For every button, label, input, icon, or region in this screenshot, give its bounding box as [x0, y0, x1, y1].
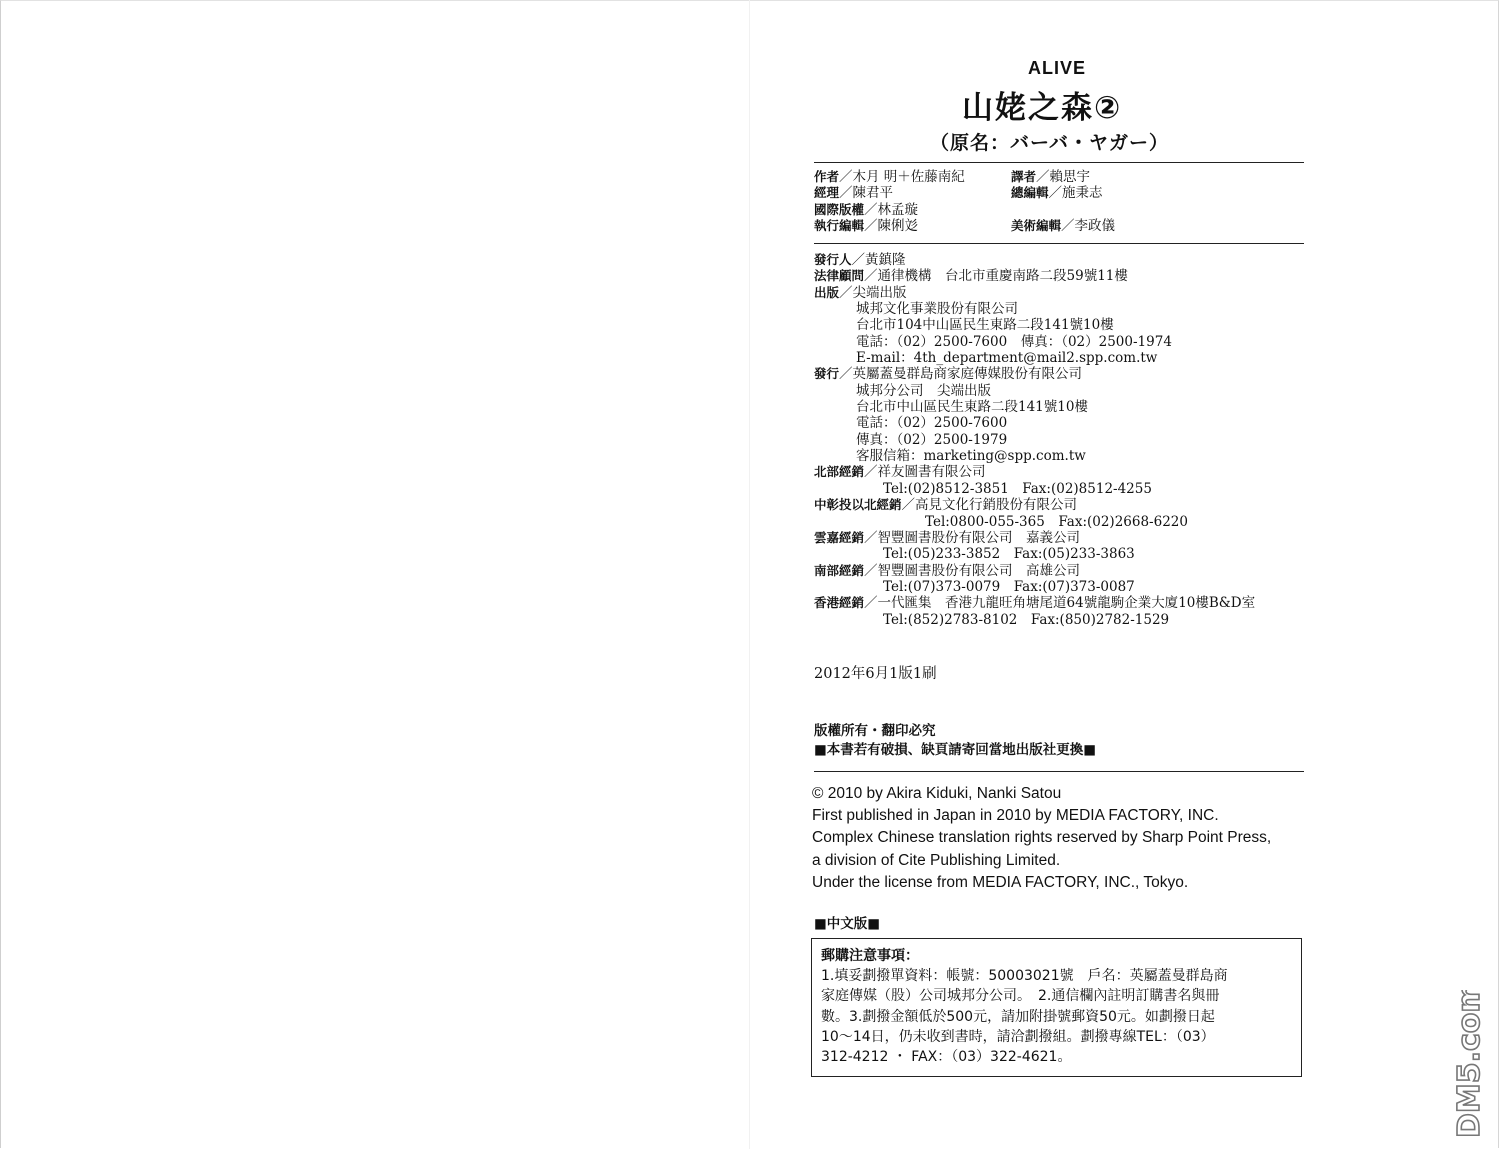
publishing-info — [814, 252, 1334, 628]
hk-distributor: 香港經銷／一代匯集 香港九龍旺角塘尾道64號龍駒企業大廈10樓B&D室 — [814, 595, 1256, 612]
author-value: ／木月 明＋佐藤南紀 — [839, 169, 965, 185]
distribution-email: 客服信箱：marketing@spp.com.tw — [856, 448, 1086, 465]
south-distributor: 南部經銷／智豐圖書股份有限公司 高雄公司 — [814, 562, 1081, 579]
notice-title: 郵購注意事項： — [821, 948, 919, 964]
exec-editor-label: 執行編輯 — [814, 218, 865, 234]
notice-line: 家庭傳媒（股）公司城邦分公司。 2.通信欄內註明訂購書名與冊 — [821, 988, 1220, 1005]
staff-row — [814, 202, 1304, 218]
staff-row — [814, 185, 1304, 201]
rights-notice — [814, 722, 1096, 760]
art-editor-label: 美術編輯 — [1011, 218, 1062, 234]
mail-order-notice — [811, 938, 1302, 1077]
chief-editor-label: 總編輯 — [1011, 185, 1049, 201]
south-contact: Tel:(07)373-0079 Fax:(07)373-0087 — [883, 578, 1135, 595]
series-title: ALIVE — [1028, 58, 1087, 78]
distribution-detail: 台北市中山區民生東路二段141號10樓 — [856, 399, 1088, 416]
distribution-detail: 傳真：（02）2500-1979 — [856, 431, 1008, 448]
press-detail: 電話：（02）2500-7600 傳真：（02）2500-1974 — [856, 333, 1172, 350]
press-detail: 城邦文化事業股份有限公司 — [856, 301, 1018, 318]
original-title: （原名：バーバ・ヤガー） — [930, 132, 1170, 154]
distribution-detail: 電話：（02）2500-7600 — [856, 415, 1008, 432]
copyright-block — [812, 783, 1271, 894]
staff-credits — [814, 169, 1304, 235]
notice-line: 1.填妥劃撥單資料：帳號：50003021號 戶名：英屬蓋曼群島商 — [821, 968, 1228, 985]
edition-date: 2012年6月1版1刷 — [814, 666, 937, 682]
central-contact: Tel:0800-055-365 Fax:(02)2668-6220 — [925, 513, 1188, 530]
divider-top — [814, 162, 1304, 163]
publisher-line: 發行人／黃鎮隆 — [814, 252, 906, 268]
central-distributor: 中彰投以北經銷／高見文化行銷股份有限公司 — [814, 497, 1078, 514]
press-email: E-mail：4th_department@mail2.spp.com.tw — [856, 350, 1158, 367]
chinese-edition-label: ■中文版■ — [814, 916, 881, 932]
copyright-line: Complex Chinese translation rights reserved by Sharp Point Press, — [812, 829, 1272, 847]
manager-label: 經理 — [814, 185, 840, 201]
notice-line: 數。3.劃撥金額低於500元，請加附掛號郵資50元。如劃撥日起 — [821, 1008, 1215, 1025]
divider-mid — [814, 243, 1304, 244]
dm5-watermark — [1446, 990, 1488, 1140]
copyright-line: First published in Japan in 2010 by MEDIA FACTORY, INC. — [812, 807, 1219, 825]
divider-rights — [814, 771, 1304, 772]
book-title: 山姥之森② — [962, 90, 1123, 126]
notice-line: 10～14日，仍未收到書時，請洽劃撥組。劃撥專線TEL：（03） — [821, 1028, 1215, 1045]
watermark-logo — [1446, 990, 1488, 1140]
staff-row — [814, 218, 1304, 234]
intl-rights-label: 國際版權 — [814, 201, 865, 217]
translator-label: 譯者 — [1011, 169, 1037, 184]
intl-rights-value: ／林孟璇 — [864, 201, 919, 218]
author-label: 作者 — [814, 169, 840, 184]
legal-line: 法律顧問／通律機構 台北市重慶南路二段59號11樓 — [814, 268, 1128, 285]
press-detail: 台北市104中山區民生東路二段141號10樓 — [856, 317, 1114, 334]
copyright-line: Under the license from MEDIA FACTORY, INC., Tokyo. — [812, 873, 1189, 891]
rights-line: ■本書若有破損、缺頁請寄回當地出版社更換■ — [814, 742, 1097, 758]
distribution-line: 發行／英屬蓋曼群島商家庭傳媒股份有限公司 — [814, 366, 1083, 383]
copyright-line: © 2010 by Akira Kiduki, Nanki Satou — [812, 785, 1062, 802]
notice-line: 312-4212 ・ FAX：（03）322-4621。 — [821, 1049, 1072, 1066]
translator-value: ／賴思宇 — [1036, 169, 1091, 185]
north-contact: Tel:(02)8512-3851 Fax:(02)8512-4255 — [883, 480, 1152, 497]
manager-value: ／陳君平 — [839, 185, 894, 202]
yunjia-contact: Tel:(05)233-3852 Fax:(05)233-3863 — [883, 546, 1135, 563]
watermark-text: DM5.com — [1452, 990, 1487, 1138]
exec-editor-value: ／陳俐彣 — [864, 218, 919, 235]
press-line: 出版／尖端出版 — [814, 284, 907, 301]
copyright-line: a division of Cite Publishing Limited. — [812, 851, 1061, 869]
page-gutter — [749, 0, 750, 1149]
yunjia-distributor: 雲嘉經銷／智豐圖書股份有限公司 嘉義公司 — [814, 529, 1081, 546]
rights-line: 版權所有・翻印必究 — [814, 723, 936, 739]
staff-row — [814, 169, 1304, 185]
hk-contact: Tel:(852)2783-8102 Fax:(850)2782-1529 — [883, 611, 1170, 628]
art-editor-value: ／李政儀 — [1061, 218, 1116, 235]
chief-editor-value: ／施秉志 — [1048, 185, 1103, 202]
north-distributor: 北部經銷／祥友圖書有限公司 — [814, 464, 986, 481]
distribution-detail: 城邦分公司 尖端出版 — [856, 382, 991, 399]
